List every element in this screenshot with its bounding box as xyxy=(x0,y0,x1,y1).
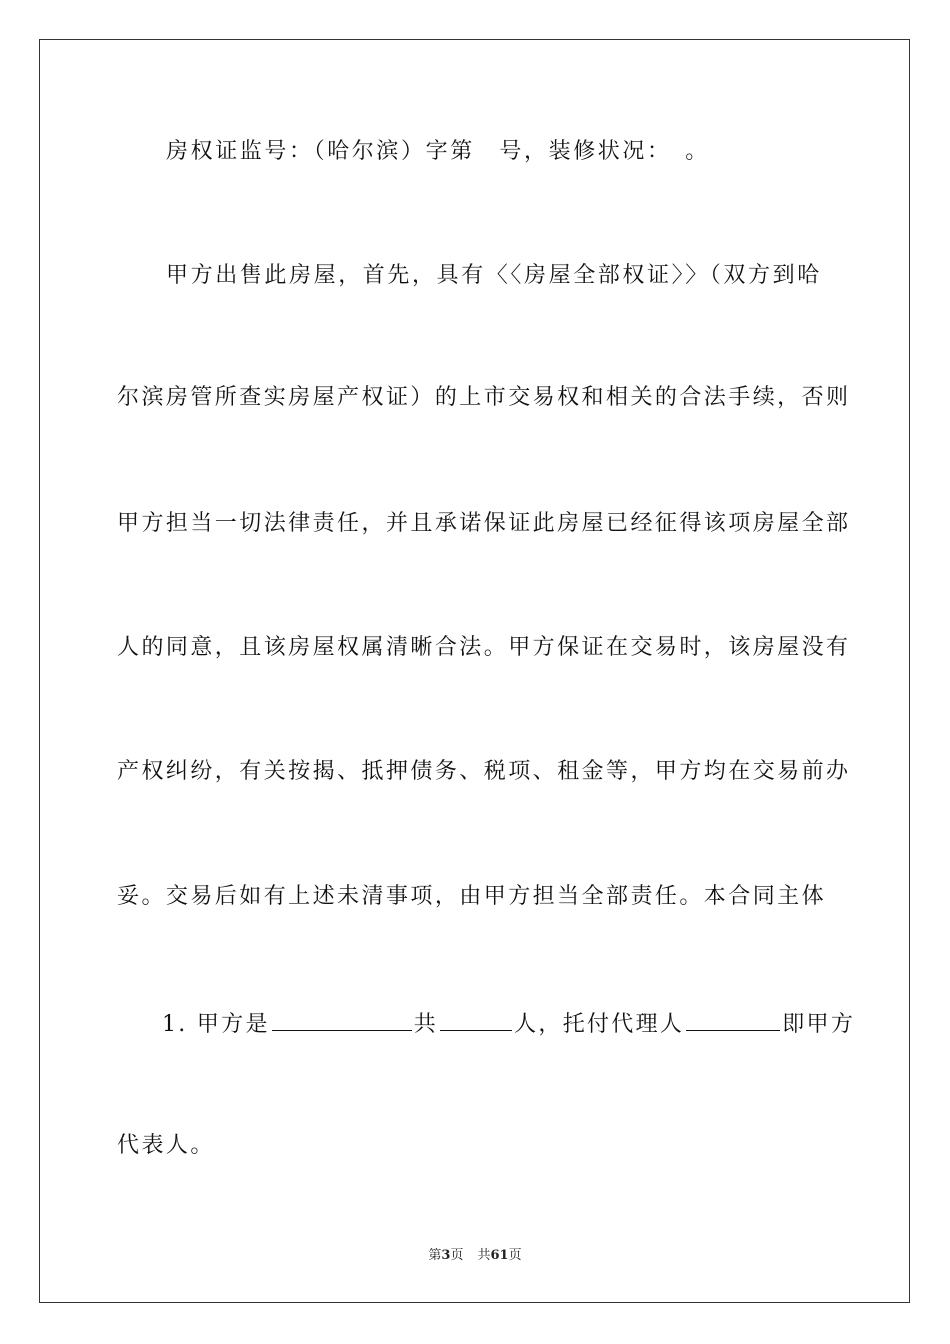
paragraph-line-6: 产权纠纷，有关按揭、抵押债务、税项、租金等，甲方均在交易前办 xyxy=(117,759,851,784)
footer-page-pre: 第 xyxy=(428,1248,442,1263)
clause-item-1-suffix: 即甲方 xyxy=(782,1012,856,1037)
paragraph-line-1: 房权证监号：（哈尔滨）字第 号，装修状况： 。 xyxy=(166,139,710,164)
paragraph-line-4: 甲方担当一切法律责任，并且承诺保证此房屋已经征得该项房屋全部 xyxy=(117,511,851,536)
footer-total-pre: 共 xyxy=(477,1248,491,1263)
blank-party-a-count xyxy=(440,1008,512,1031)
paragraph-line-last: 代表人。 xyxy=(117,1133,215,1158)
paragraph-line-2: 甲方出售此房屋，首先，具有〈〈房屋全部权证〉〉（双方到哈 xyxy=(166,263,822,288)
page-footer xyxy=(0,1247,950,1265)
footer-total-post: 页 xyxy=(508,1248,522,1263)
blank-party-a-name xyxy=(272,1008,412,1031)
footer-total-pages: 61 xyxy=(490,1248,509,1263)
footer-page-number: 3 xyxy=(441,1248,451,1263)
blank-agent-name xyxy=(686,1008,780,1031)
page-border xyxy=(39,39,910,1303)
paragraph-line-7: 妥。交易后如有上述未清事项，由甲方担当全部责任。本合同主体 xyxy=(117,884,827,909)
clause-item-1-prefix: 1. 甲方是 xyxy=(162,1012,270,1037)
clause-item-1-mid2: 人，托付代理人 xyxy=(514,1012,685,1037)
clause-item-1 xyxy=(162,1008,855,1040)
paragraph-line-5: 人的同意，且该房屋权属清晰合法。甲方保证在交易时，该房屋没有 xyxy=(117,635,851,660)
paragraph-line-3: 尔滨房管所查实房屋产权证）的上市交易权和相关的合法手续，否则 xyxy=(117,385,851,410)
clause-item-1-mid1: 共 xyxy=(413,1012,439,1037)
footer-page-post: 页 xyxy=(450,1248,464,1263)
